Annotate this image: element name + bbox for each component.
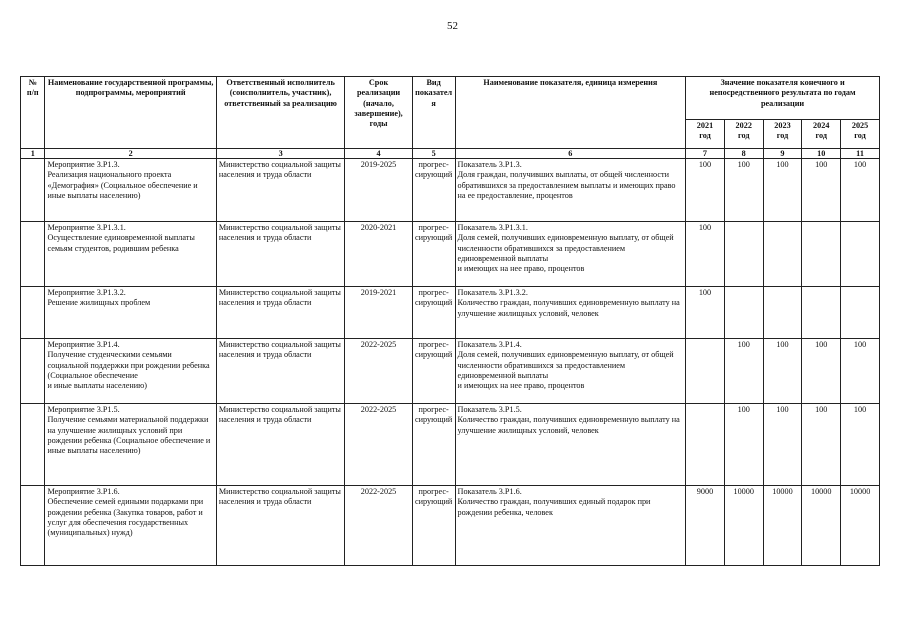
indicator-kind: прогрес-сирующий — [412, 339, 455, 404]
indicator-kind: прогрес-сирующий — [412, 159, 455, 222]
column-number: 1 — [21, 149, 45, 159]
value-2022: 100 — [724, 159, 763, 222]
value-2024: 10000 — [802, 486, 841, 566]
value-2024: 100 — [802, 159, 841, 222]
activity-name: Мероприятие 3.Р1.4. Получение студенческими семьями социальной поддержки при рождении ребенка (Социальное обеспечение и иные выплаты населению) — [45, 339, 216, 404]
table-row — [21, 222, 880, 287]
indicator-name: Показатель 3.Р1.3. Доля граждан, получивших выплаты, от общей численности обратившихся за предоставлением выплаты и имеющих право на ее предоставление, процентов — [455, 159, 686, 222]
responsible-executor: Министерство социальной защиты населения и труда области — [216, 404, 345, 486]
indicator-kind: прогрес-сирующий — [412, 486, 455, 566]
value-2022: 100 — [724, 339, 763, 404]
table-row — [21, 404, 880, 486]
value-2022 — [724, 287, 763, 339]
value-2024 — [802, 222, 841, 287]
page-number: 52 — [447, 20, 458, 32]
year-label: 2025 — [851, 121, 869, 130]
column-number: 8 — [724, 149, 763, 159]
implementation-period: 2022-2025 — [345, 486, 412, 566]
year-label: 2023 — [774, 121, 791, 130]
indicator-name: Показатель 3.Р1.5. Количество граждан, получивших единовременную выплату на улучшение жилищных условий, человек — [455, 404, 686, 486]
year-unit: год — [737, 131, 750, 141]
value-2025: 100 — [841, 404, 880, 486]
value-2023: 10000 — [763, 486, 802, 566]
responsible-executor: Министерство социальной защиты населения и труда области — [216, 287, 345, 339]
value-2023: 100 — [763, 404, 802, 486]
indicator-name: Показатель 3.Р1.3.2. Количество граждан, получивших единовременную выплату на улучшение жилищных условий, человек — [455, 287, 686, 339]
header-year-2023 — [763, 120, 802, 149]
value-2025: 100 — [841, 339, 880, 404]
indicator-name: Показатель 3.Р1.4. Доля семей, получивших единовременную выплату, от общей численности обратившихся за предоставлением единовременной выплаты и имеющих на нее право, процентов — [455, 339, 686, 404]
value-2024: 100 — [802, 339, 841, 404]
row-num — [21, 159, 45, 222]
header-responsible: Ответственный исполнитель (соисполнитель, участник), ответственный за реализацию — [216, 77, 345, 149]
header-year-2025 — [841, 120, 880, 149]
row-num — [21, 222, 45, 287]
year-unit: год — [815, 131, 827, 141]
year-label: 2021 — [696, 121, 714, 130]
activity-name: Мероприятие 3.Р1.3. Реализация национального проекта «Демография» (Социальное обеспечение и иные выплаты населению) — [45, 159, 216, 222]
implementation-period: 2019-2021 — [345, 287, 412, 339]
indicator-kind: прогрес-сирующий — [412, 222, 455, 287]
indicator-kind: прогрес-сирующий — [412, 287, 455, 339]
column-number: 7 — [686, 149, 725, 159]
value-2021 — [686, 404, 725, 486]
value-2023 — [763, 287, 802, 339]
implementation-period: 2020-2021 — [345, 222, 412, 287]
program-table — [20, 76, 880, 566]
header-year-2022 — [724, 120, 763, 149]
column-number: 9 — [763, 149, 802, 159]
header-name: Наименование государственной программы, подпрограммы, мероприятий — [45, 77, 216, 149]
row-num — [21, 287, 45, 339]
activity-name: Мероприятие 3.Р1.5. Получение семьями материальной поддержки на улучшение жилищных условий при рождении ребенка (Социальное обеспечение и иные выплаты населению) — [45, 404, 216, 486]
responsible-executor: Министерство социальной защиты населения и труда области — [216, 159, 345, 222]
value-2023 — [763, 222, 802, 287]
column-number: 6 — [455, 149, 686, 159]
indicator-kind: прогрес-сирующий — [412, 404, 455, 486]
value-2025: 100 — [841, 159, 880, 222]
implementation-period: 2022-2025 — [345, 404, 412, 486]
column-number: 3 — [216, 149, 345, 159]
header-year-2024 — [802, 120, 841, 149]
row-num — [21, 339, 45, 404]
header-period: Срок реализации (начало, завершение), годы — [345, 77, 412, 149]
indicator-name: Показатель 3.Р1.6. Количество граждан, получивших единый подарок при рождении ребенка, человек — [455, 486, 686, 566]
responsible-executor: Министерство социальной защиты населения и труда области — [216, 339, 345, 404]
year-label: 2024 — [813, 121, 830, 130]
row-num — [21, 404, 45, 486]
activity-name: Мероприятие 3.Р1.3.2. Решение жилищных проблем — [45, 287, 216, 339]
implementation-period: 2019-2025 — [345, 159, 412, 222]
year-unit: год — [699, 131, 711, 141]
row-num — [21, 486, 45, 566]
activity-name: Мероприятие 3.Р1.3.1. Осуществление единовременной выплаты семьям студентов, родившим ребенка — [45, 222, 216, 287]
column-number: 4 — [345, 149, 412, 159]
column-number: 5 — [412, 149, 455, 159]
value-2024 — [802, 287, 841, 339]
table-row — [21, 159, 880, 222]
value-2021: 9000 — [686, 486, 725, 566]
value-2023: 100 — [763, 339, 802, 404]
value-2024: 100 — [802, 404, 841, 486]
responsible-executor: Министерство социальной защиты населения и труда области — [216, 486, 345, 566]
year-unit: год — [854, 131, 866, 141]
indicator-name: Показатель 3.Р1.3.1. Доля семей, получивших единовременную выплату, от общей численности обратившихся за предоставлением единовременной выплаты и имеющих на нее право, процентов — [455, 222, 686, 287]
column-number: 10 — [802, 149, 841, 159]
header-year-2021 — [686, 120, 725, 149]
value-2021: 100 — [686, 287, 725, 339]
year-label: 2022 — [735, 121, 752, 130]
column-number: 2 — [45, 149, 216, 159]
value-2025 — [841, 222, 880, 287]
header-kind: Вид показателя — [412, 77, 455, 149]
activity-name: Мероприятие 3.Р1.6. Обеспечение семей едиными подарками при рождении ребенка (Закупка товаров, работ и услуг для обеспечения государственных (муниципальных) нужд) — [45, 486, 216, 566]
value-2021 — [686, 339, 725, 404]
header-row-1 — [21, 77, 880, 120]
value-2022: 10000 — [724, 486, 763, 566]
header-indicator: Наименование показателя, единица измерения — [455, 77, 686, 149]
value-2025 — [841, 287, 880, 339]
table-row — [21, 486, 880, 566]
responsible-executor: Министерство социальной защиты населения и труда области — [216, 222, 345, 287]
value-2022 — [724, 222, 763, 287]
value-2025: 10000 — [841, 486, 880, 566]
value-2021: 100 — [686, 222, 725, 287]
implementation-period: 2022-2025 — [345, 339, 412, 404]
header-values: Значение показателя конечного и непосредственного результата по годам реализации — [686, 77, 880, 120]
year-unit: год — [776, 131, 789, 141]
table-row — [21, 339, 880, 404]
table-row — [21, 287, 880, 339]
value-2023: 100 — [763, 159, 802, 222]
column-number: 11 — [841, 149, 880, 159]
value-2022: 100 — [724, 404, 763, 486]
column-number-row — [21, 149, 880, 159]
value-2021: 100 — [686, 159, 725, 222]
header-num: № п/п — [21, 77, 45, 149]
